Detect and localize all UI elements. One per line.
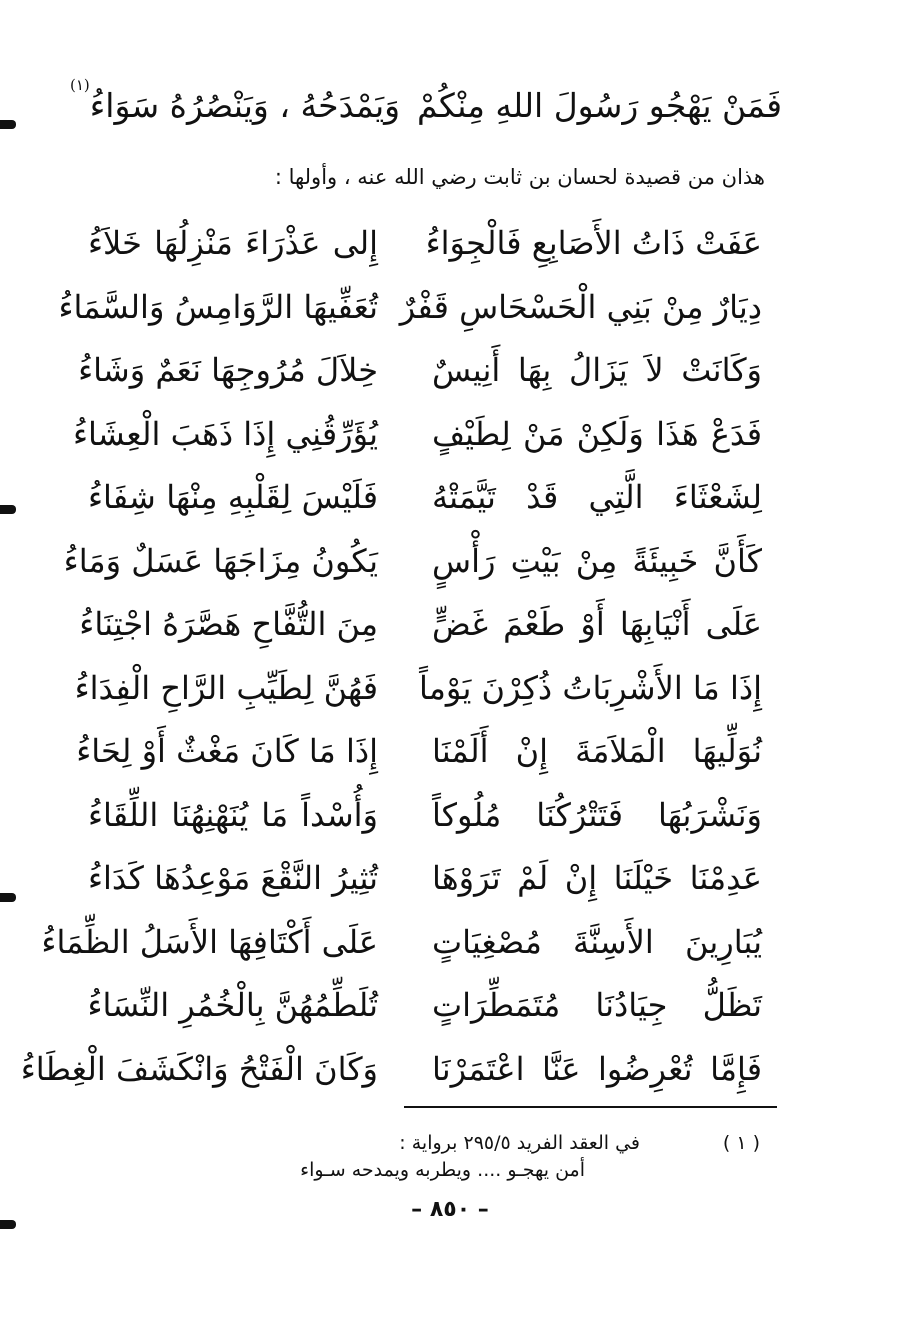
poem-verses — [20, 212, 782, 1101]
verse-row — [70, 593, 782, 657]
page-number: – ٨٥٠ – — [411, 1197, 489, 1222]
verse-row — [70, 847, 782, 911]
verse-first-hemistich: عَدِمْنَا خَيْلَنَا إِنْ لَمْ تَرَوْهَا — [432, 859, 762, 897]
intro-text: هذان من قصيدة لحسان بن ثابت رضي الله عنه ، وأولها : — [274, 165, 765, 189]
verse-first-hemistich: فَمَنْ يَهْجُو رَسُولَ اللهِ مِنْكُمْ — [417, 86, 782, 125]
verse-first-hemistich: إِذَا مَا الأَشْرِبَاتُ ذُكِرْنَ يَوْماً — [419, 668, 762, 707]
verse-row — [70, 466, 782, 530]
verse-second-hemistich: مِنَ التُّفَّاحِ هَصَّرَهُ اجْتِنَاءُ — [79, 605, 378, 643]
verse-first-hemistich: نُوَلِّيهَا الْمَلاَمَةَ إِنْ أَلَمْنَا — [432, 732, 762, 770]
verse-first-hemistich: وَكَانَتْ لاَ يَزَالُ بِهَا أَنِيسٌ — [432, 351, 762, 389]
verse-first-hemistich: وَنَشْرَبُهَا فَتَتْرُكُنَا مُلُوكاً — [432, 795, 762, 834]
scan-binding-mark — [0, 505, 16, 514]
verse-second-hemistich: تُلَطِّمُهُنَّ بِالْخُمُرِ النِّسَاءُ — [87, 986, 378, 1024]
footnote-source: في العقد الفريد ٢٩٥/٥ برواية : — [399, 1132, 640, 1154]
verse-second-hemistich: وَأُسْداً مَا يُنَهْنِهُنَا اللِّقَاءُ — [88, 795, 378, 834]
verse-row — [70, 657, 782, 721]
verse-second-hemistich: فَلَيْسَ لِقَلْبِهِ مِنْهَا شِفَاءُ — [88, 478, 378, 516]
verse-first-hemistich: تَظَلُّ جِيَادُنَا مُتَمَطِّرَاتٍ — [432, 986, 762, 1024]
footnote-divider — [404, 1106, 777, 1108]
footnote-text: أمن يهجـو .... ويطربه ويمدحه سـواء — [300, 1159, 585, 1181]
verse-second-hemistich: عَلَى أَكْتَافِهَا الأَسَلُ الظِّمَاءُ — [41, 922, 378, 961]
footnote-number: ( ١ ) — [722, 1132, 760, 1154]
verse-second-hemistich: إِلى عَذْرَاءَ مَنْزِلُهَا خَلاَءُ — [88, 224, 378, 262]
verse-first-hemistich: يُبَارِينَ الأَسِنَّةَ مُصْغِيَاتٍ — [432, 922, 762, 961]
verse-first-hemistich: دِيَارٌ مِنْ بَنِي الْحَسْحَاسِ قَفْرٌ — [399, 287, 762, 326]
verse-first-hemistich: عَلَى أَنْيَابِهَا أَوْ طَعْمَ غَضٍّ — [432, 605, 762, 643]
footnote-header-line — [200, 1130, 760, 1157]
footnote — [200, 1130, 760, 1184]
verse-second-hemistich: يَكُونُ مِزَاجَهَا عَسَلٌ وَمَاءُ — [63, 541, 378, 580]
verse-first-hemistich: عَفَتْ ذَاتُ الأَصَابِعِ فَالْجِوَاءُ — [425, 224, 762, 262]
verse-row — [70, 339, 782, 403]
verse-second-hemistich: وَكَانَ الْفَتْحُ وَانْكَشَفَ الْغِطَاءُ — [20, 1049, 378, 1088]
verse-first-hemistich: لِشَعْثَاءَ الَّتِي قَدْ تَيَّمَتْهُ — [432, 478, 762, 516]
verse-row — [70, 212, 782, 276]
verse-row — [70, 720, 782, 784]
scan-binding-mark — [0, 893, 16, 902]
verse-row — [58, 276, 782, 340]
verse-first-hemistich: فَدَعْ هَذَا وَلَكِنْ مَنْ لِطَيْفٍ — [432, 414, 762, 453]
verse-second-hemistich: تُعَفِّيهَا الرَّوَامِسُ وَالسَّمَاءُ — [58, 287, 378, 326]
verse-second-hemistich: إِذَا مَا كَانَ مَغْثٌ أَوْ لِحَاءُ — [76, 732, 378, 770]
verse-first-hemistich: فَإِمَّا تُعْرِضُوا عَنَّا اعْتَمَرْنَا — [432, 1049, 762, 1088]
top-verse — [70, 78, 782, 134]
verse-row — [41, 911, 782, 975]
verse-row — [70, 403, 782, 467]
verse-second-hemistich: يُؤَرِّقُنِي إِذَا ذَهَبَ الْعِشَاءُ — [72, 414, 378, 453]
verse-second-hemistich: فَهُنَّ لِطَيِّبِ الرَّاحِ الْفِدَاءُ — [74, 668, 378, 707]
footnote-marker: (١) — [70, 76, 90, 94]
scan-binding-mark — [0, 1220, 16, 1229]
verse-second-hemistich — [70, 78, 400, 134]
verse-first-hemistich: كَأَنَّ خَبِيئَةً مِنْ بَيْتِ رَأْسٍ — [432, 541, 762, 580]
verse-row — [20, 1038, 782, 1102]
verse-row — [63, 530, 782, 594]
verse-second-hemistich: تُثِيرُ النَّقْعَ مَوْعِدُهَا كَدَاءُ — [87, 859, 378, 897]
verse-row — [70, 784, 782, 848]
verse-row — [70, 974, 782, 1038]
verse-second-hemistich: خِلاَلَ مُرُوجِهَا نَعَمٌ وَشَاءُ — [78, 351, 378, 389]
verse-second-hemistich-text: وَيَمْدَحُهُ ، وَيَنْصُرُهُ سَوَاءُ — [89, 86, 401, 125]
scan-binding-mark — [0, 120, 16, 129]
